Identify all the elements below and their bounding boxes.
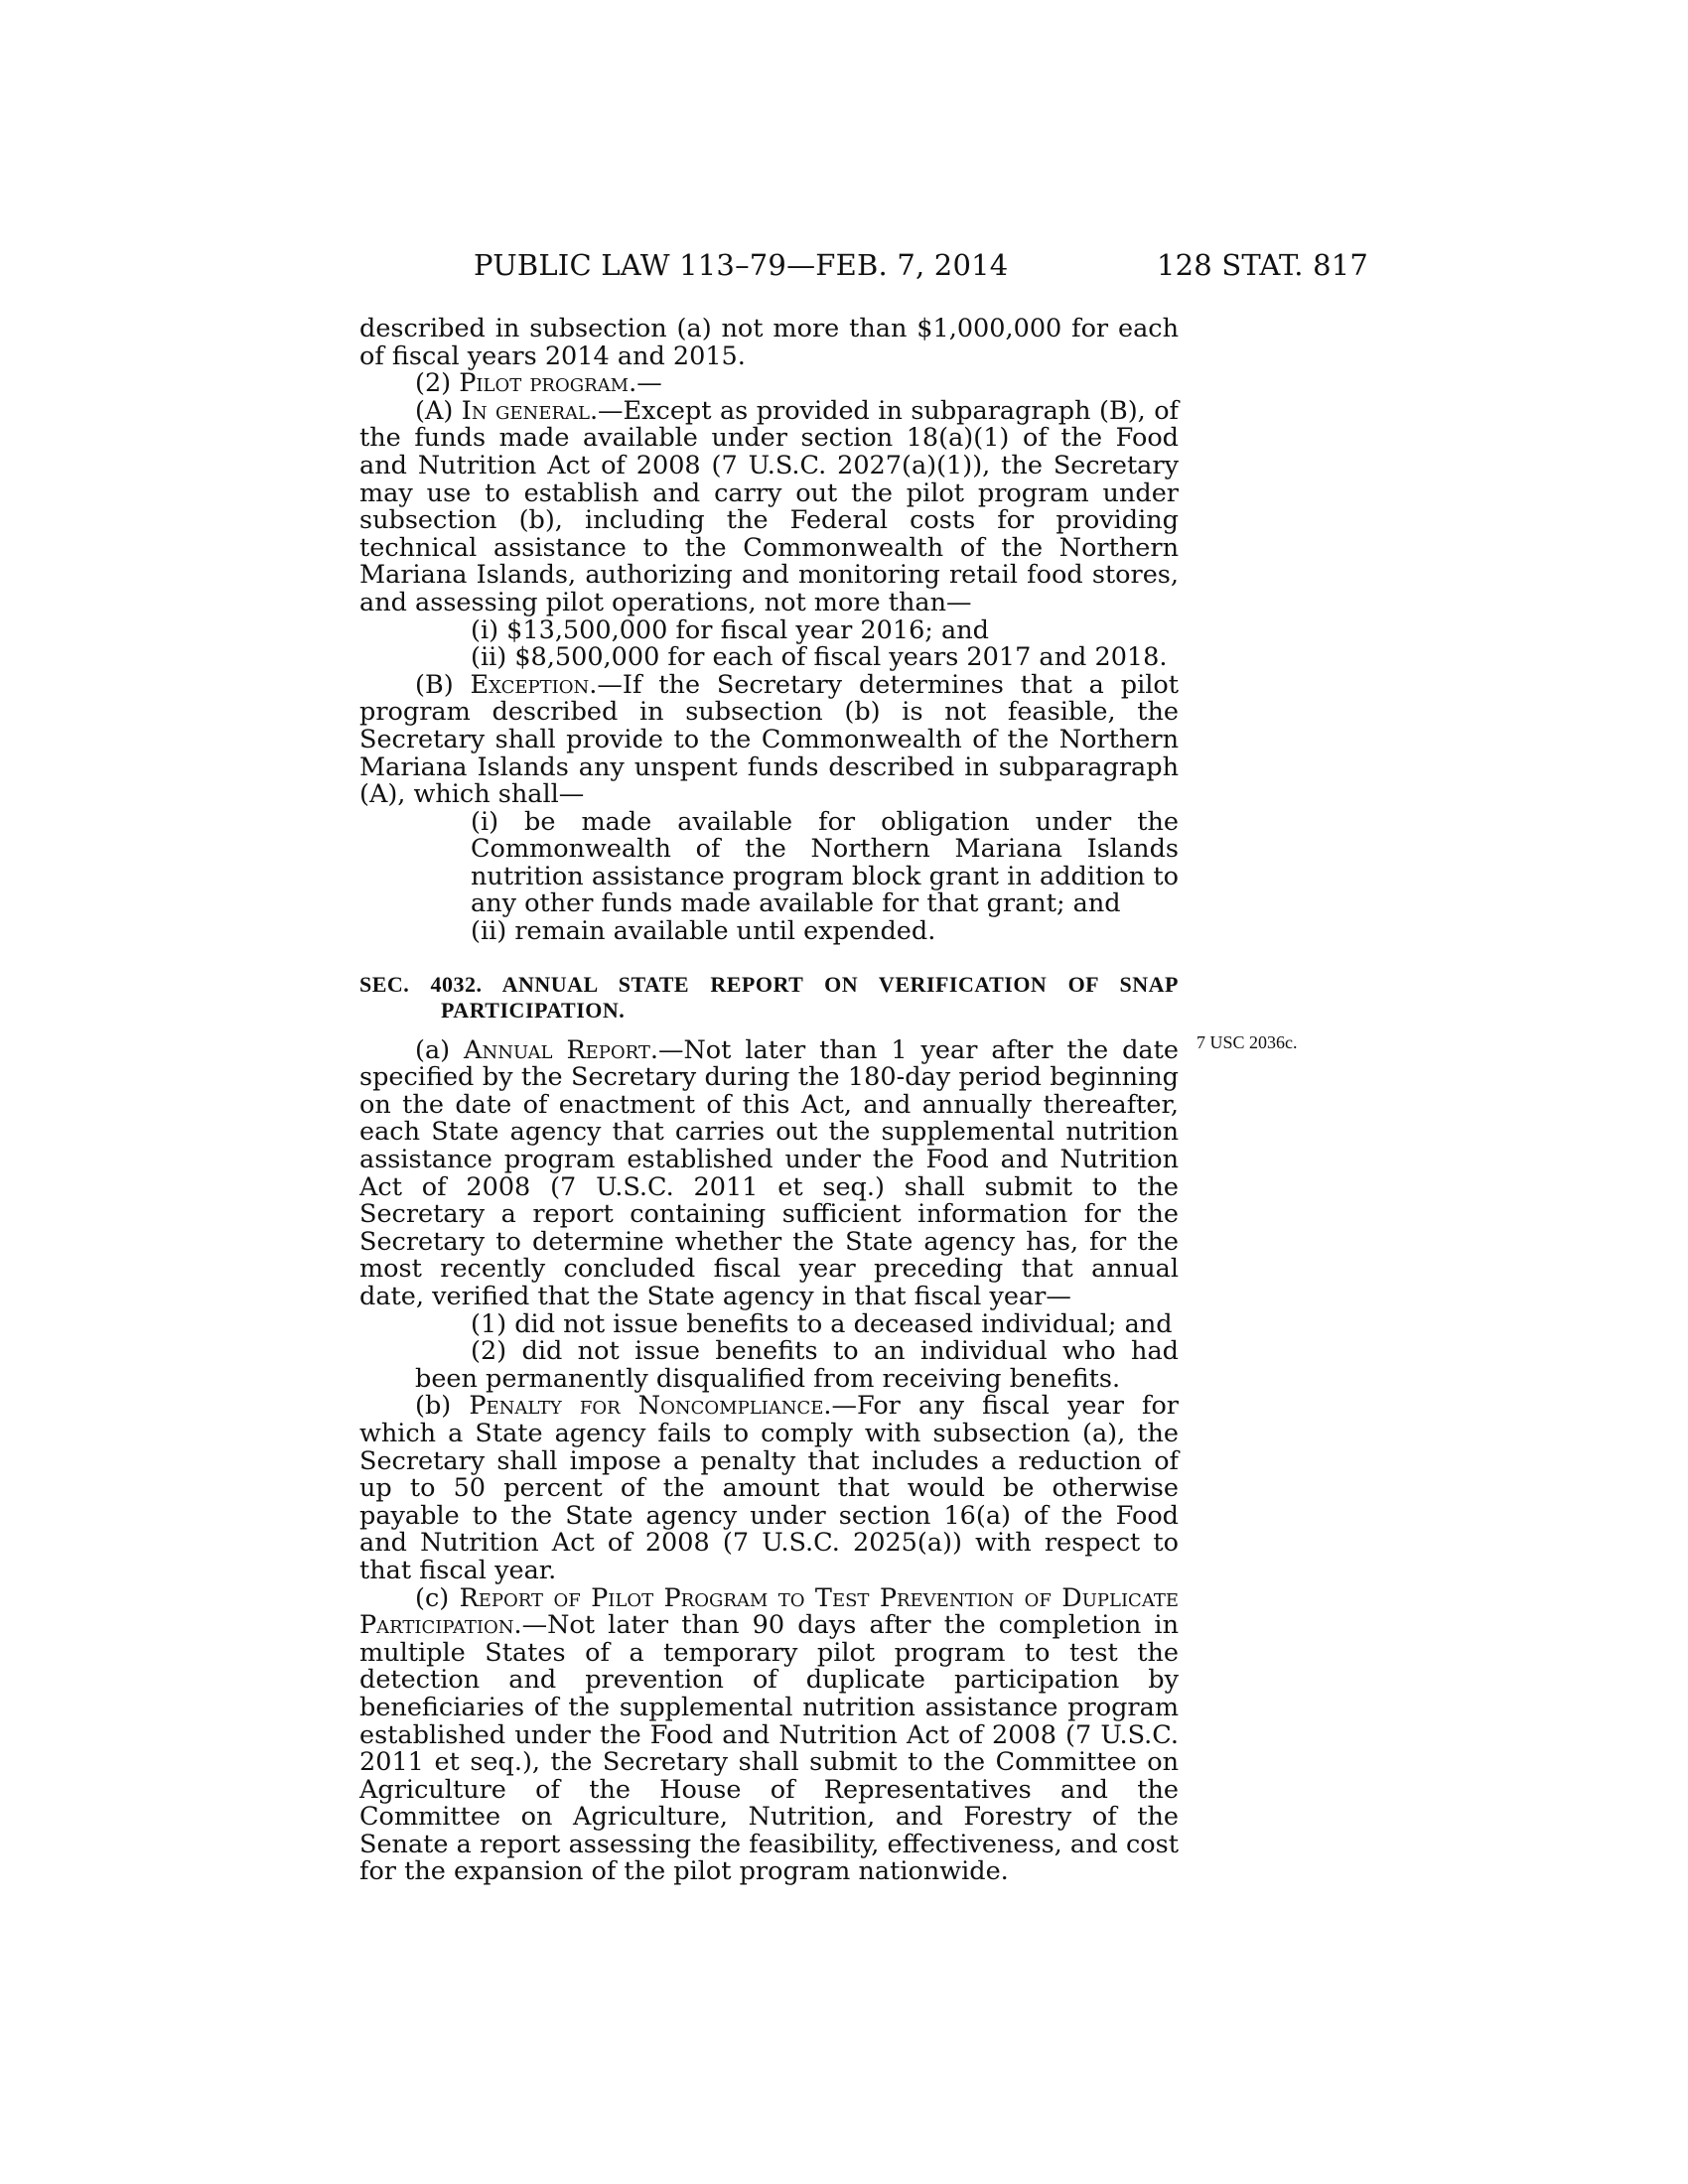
clause-ii-remain: (ii) remain available until expended. [471,916,936,947]
subparagraph-heading: Exception [470,669,590,700]
subsection-number: (a) [415,1034,465,1065]
subsection-heading: Annual Report [464,1034,650,1065]
subparagraph-number: (A) [415,395,462,426]
paragraph-deceased: (1) did not issue benefits to a deceased individual; and [471,1308,1173,1339]
margin-citation: 7 USC 2036c. [1196,1032,1298,1052]
clause-i-amount: (i) $13,500,000 for fiscal year 2016; and [471,614,989,645]
subsection-pilot-report [359,1582,1179,1887]
running-header-title: PUBLIC LAW 113–79—FEB. 7, 2014 [474,248,1009,282]
subsection-text: .—Not later than 1 year after the date specified by the Secretary during the 180-day period beginning on the date of enactment of this Act, and annually thereafter, each State agency that carries out the supplemental nutrition assistance program established under the Food and Nutrition Act of 2008 (7 U.S.C. 2011 et seq.) shall submit to the Secretary a report containing sufficient information for the Secretary to determine whether the State agency has, for the most recently concluded fiscal year preceding that annual date, verified that the State agency in that fiscal year— [359,1034,1179,1311]
paragraph-number: (2) [415,368,460,399]
subsection-text: .—For any fiscal year for which a State agency fails to comply with subsection (a), the Secretary shall impose a penalty that includes a reduction of up to 50 percent of the amount that would be otherwise payable to the State agency under section 16(a) of the Food and Nutrition Act of 2008 (7 U.S.C. 2025(a)) with respect to that fiscal year. [359,1391,1179,1585]
paragraph-continuation: described in subsection (a) not more than $1,000,000 for each of fiscal years 2014 and 2015. [359,314,1179,371]
subparagraph-exception [304,669,1179,810]
subsection-text: .—Not later than 90 days after the completion in multiple States of a temporary pilot program to test the detection and prevention of duplicate participation by beneficiaries of the supplemental nutrition assistance program established under the Food and Nutrition Act of 2008 (7 U.S.C. 2011 et seq.), the Secretary shall submit to the Committee on Agriculture of the House of Representatives and the Committee on Agriculture, Nutrition, and Forestry of the Senate a report assessing the feasibility, effectiveness, and cost for the expansion of the pilot program nationwide. [359,1610,1179,1887]
clause-text: (i) be made available for obligation under the Commonwealth of the Northern Mariana Islands nutrition assistance program block grant in addition to any other funds made available for that grant; and [471,806,1179,919]
subsection-annual-report [359,1034,1179,1311]
subsection-number: (c) [415,1582,460,1613]
subparagraph-heading: In general [461,395,590,426]
subparagraph-number: (B) [415,669,471,700]
paragraph-text: .— [629,368,662,399]
paragraph-pilot-program [359,370,1179,398]
subsection-heading: Penalty for Noncompliance [469,1391,824,1422]
paragraph-disqualified: (2) did not issue benefits to an individual who had been permanently disqualified from receiving benefits. [415,1336,1179,1394]
subsection-penalty [359,1393,1179,1584]
clause-ii-amount: (ii) $8,500,000 for each of fiscal years 2017 and 2018. [471,642,1168,673]
subsection-heading: Report of Pilot Program to Test Prevention of Duplicate Participation [359,1582,1179,1641]
paragraph-heading: Pilot program [459,368,630,399]
section-heading: SEC. 4032. ANNUAL STATE REPORT ON VERIFICATION OF SNAP PARTICIPATION. [359,971,1179,1023]
page-stat-number: 128 STAT. 817 [1157,248,1369,282]
document-body [359,316,1179,1886]
subsection-number: (b) [415,1391,470,1422]
subparagraph-in-general [304,395,1179,617]
subparagraph-text: .—If the Secretary determines that a pilot program described in subsection (b) is not feasible, the Secretary shall provide to the Commonwealth of the Northern Mariana Islands any unspent funds described in subparagraph (A), which shall— [359,669,1179,810]
clause-i-obligation [359,806,1179,919]
subparagraph-text: .—Except as provided in subparagraph (B), of the funds made available under section 18(a)(1) of the Food and Nutrition Act of 2008 (7 U.S.C. 2027(a)(1)), the Secretary may use to establish and carry out the pilot program under subsection (b), including the Federal costs for providing technical assistance to the Commonwealth of the Northern Mariana Islands, authorizing and monitoring retail food stores, and assessing pilot operations, not more than— [359,395,1179,617]
